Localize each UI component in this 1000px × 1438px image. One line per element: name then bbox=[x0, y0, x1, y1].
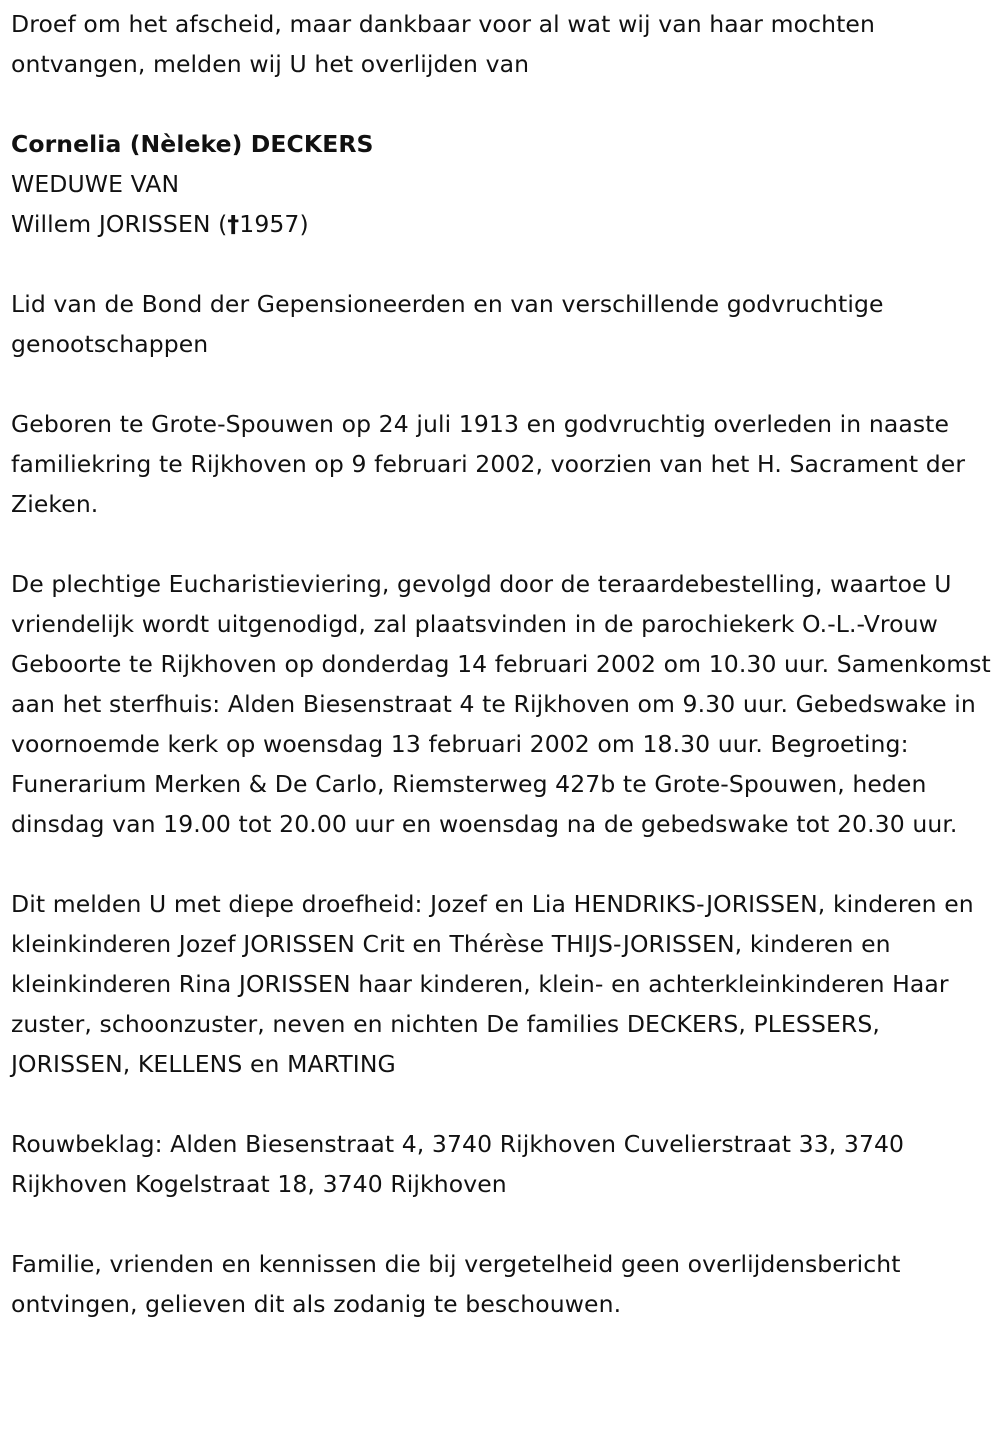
family-paragraph: Dit melden U met diepe droefheid: Jozef en Lia HENDRIKS-JORISSEN, kinderen en kleinkinderen Jozef JORISSEN Crit en Thérèse THIJS-JORISSEN, kinderen en kleinkinderen Rina JORISSEN haar kinderen, klein- en achterkleinkinderen Haar zuster, schoonzuster, neven en nichten De families DECKERS, PLESSERS, JORISSEN, KELLENS en MARTING bbox=[11, 890, 974, 1078]
ceremony-paragraph: De plechtige Eucharistieviering, gevolgd door de teraardebestelling, waartoe U vriendelijk wordt uitgenodigd, zal plaatsvinden in de parochiekerk O.-L.-Vrouw Geboorte te Rijkhoven op donderdag 14 februari 2002 om 10.30 uur. Samenkomst aan het sterfhuis: Alden Biesenstraat 4 te Rijkhoven om 9.30 uur. Gebedswake in voornoemde kerk op woensdag 13 februari 2002 om 18.30 uur. Begroeting: Funerarium Merken & De Carlo, Riemsterweg 427b te Grote-Spouwen, heden dinsdag van 19.00 tot 20.00 uur en woensdag na de gebedswake tot 20.30 uur. bbox=[11, 570, 991, 838]
widow-status: WEDUWE VAN bbox=[11, 170, 180, 198]
closing-paragraph: Familie, vrienden en kennissen die bij vergetelheid geen overlijdensbericht ontvingen, gelieven dit als zodanig te beschouwen. bbox=[11, 1250, 901, 1318]
condolences-paragraph: Rouwbeklag: Alden Biesenstraat 4, 3740 Rijkhoven Cuvelierstraat 33, 3740 Rijkhoven Kogelstraat 18, 3740 Rijkhoven bbox=[11, 1130, 905, 1198]
spacer bbox=[11, 364, 991, 404]
obituary-notice bbox=[11, 4, 991, 1324]
membership-paragraph: Lid van de Bond der Gepensioneerden en van verschillende godvruchtige genootschappen bbox=[11, 290, 884, 358]
spacer bbox=[11, 524, 991, 564]
spouse-line bbox=[11, 204, 991, 244]
spacer bbox=[11, 84, 991, 124]
spacer bbox=[11, 1204, 991, 1244]
birth-death-paragraph: Geboren te Grote-Spouwen op 24 juli 1913 en godvruchtig overleden in naaste familiekring te Rijkhoven op 9 februari 2002, voorzien van het H. Sacrament der Zieken. bbox=[11, 410, 966, 518]
deceased-name: Cornelia (Nèleke) DECKERS bbox=[11, 130, 374, 158]
intro-paragraph: Droef om het afscheid, maar dankbaar voor al wat wij van haar mochten ontvangen, melden wij U het overlijden van bbox=[11, 10, 875, 78]
cross-icon: † bbox=[227, 210, 240, 238]
spacer bbox=[11, 844, 991, 884]
spouse-name: Willem JORISSEN ( bbox=[11, 210, 228, 238]
spouse-death-year: 1957) bbox=[239, 210, 309, 238]
spacer bbox=[11, 1084, 991, 1124]
spacer bbox=[11, 244, 991, 284]
